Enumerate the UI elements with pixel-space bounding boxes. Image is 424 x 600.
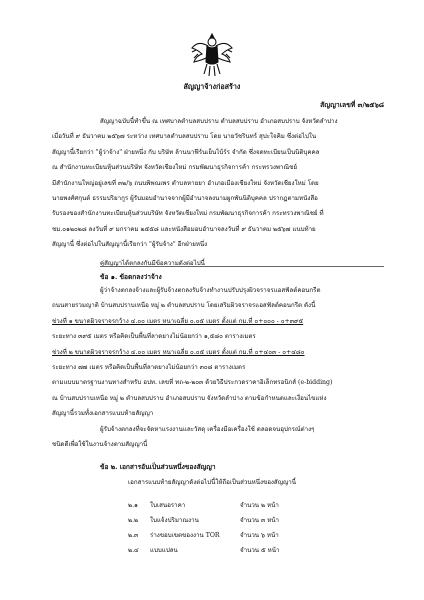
text-line: ช่วงที่ ๑ ขนาดผิวจราจรกว้าง ๔.๐๐ เมตร หนาเฉลี่ย ๐.๐๕ เมตร ตั้งแต่ กม.ที่ ๐+๐๐๐ - ๐+๓๙๕ xyxy=(52,317,304,325)
text-line: ณ บ้านสบปราบเหนือ หมู่ ๒ ตำบลสบปราบ อำเภอสบปราบ จังหวัดลำปาง ตามข้อกำหนดและเงื่อนไขแห่ง xyxy=(52,394,327,402)
attachment-pages: จำนวน ๕ หน้า xyxy=(240,547,280,554)
text-line: เมื่อวันที่ ๙ ธันวาคม ๒๕๖๗ ระหว่าง เทศบาลตำบลสบปราบ โดย นายวัชรินทร์ สุปะใจคิม ซึ่งต่อไปใน xyxy=(52,133,317,141)
text-line: ระยะทาง ๓๙๕ เมตร หรือคิดเป็นพื้นที่ลาดยางไม่น้อยกว่า ๑,๕๘๐ ตารางเมตร xyxy=(52,333,256,341)
attachment-pages: จำนวน ๓ หน้า xyxy=(240,517,279,524)
attachment-name: แบบแปลน xyxy=(150,547,178,554)
text-line: ระยะทาง ๗๗ เมตร หรือคิดเป็นพื้นที่ลาดยางไม่น้อยกว่า ๓๐๘ ตารางเมตร xyxy=(52,363,246,371)
text-line: รับรองของสำนักงานทะเบียนหุ้นส่วนบริษัท จังหวัดเชียงใหม่ กรมพัฒนาธุรกิจการค้า กระทรวงพาณิชย์ ที่ xyxy=(52,210,324,218)
text-line: ช่วงที่ ๒ ขนาดผิวจราจรกว้าง ๔.๐๐ เมตร หนาเฉลี่ย ๐.๐๕ เมตร ตั้งแต่ กม.ที่ ๐+๔๐๓ - ๐+๔๘๐ xyxy=(52,348,305,356)
attachment-name: ใบเสนอราคา xyxy=(150,502,186,509)
text-line: สัญญานี้ ซึ่งต่อไปในสัญญานี้เรียกว่า "ผู้รับจ้าง" อีกฝ่ายหนึ่ง xyxy=(52,241,208,249)
attachment-name: ใบแจ้งปริมาณงาน xyxy=(150,517,199,524)
attachment-pages: จำนวน ๖ หน้า xyxy=(240,532,279,539)
clause-1-heading: ข้อ ๑. ข้อตกลงว่าจ้าง xyxy=(100,273,162,281)
text-line: สัญญานี้รวมทั้งเอกสารแนบท้ายสัญญา xyxy=(52,410,154,418)
attachment-row xyxy=(128,530,279,540)
attachment-row xyxy=(128,545,279,555)
attachment-number: ๒.๑ xyxy=(128,502,138,509)
text-line: ชม.๐๑๒๐๒๘ ลงวันที่ ๙ มกราคม ๒๕๕๘ และหนังสือมอบอำนาจลงวันที่ ๙ ธันวาคม ๒๕๖๗ แนบท้าย xyxy=(52,225,316,233)
text-line: สัญญาฉบับนี้ทำขึ้น ณ เทศบาลตำบลสบปราบ ตำบลสบปราบ อำเภอสบปราบ จังหวัดลำปาง xyxy=(100,118,338,125)
attachment-number: ๒.๒ xyxy=(128,517,139,524)
text-line: ณ สำนักงานทะเบียนหุ้นส่วนบริษัท จังหวัดเชียงใหม่ กรมพัฒนาธุรกิจการค้า กระทรวงพาณิชย์ xyxy=(52,164,297,172)
document-title: สัญญาจ้างก่อสร้าง xyxy=(183,82,241,91)
text-line: ตามแบบมาตรฐานงานทางสำหรับ อปท. เลขที่ ทถ-๒-๒๐๓ ด้วยวิธีประกวดราคาอิเล็กทรอนิกส์ (e-bidding) xyxy=(52,379,333,387)
text-line: ชนิดดีเพื่อใช้ในงานจ้างตามสัญญานี้ xyxy=(52,440,148,448)
text-line: ถนนสายรวมญาติ บ้านสบปราบเหนือ หมู่ ๒ ตำบลสบปราบ โดยเสริมผิวจราจรแอสฟัลต์คอนกรีต ดังนี้ xyxy=(52,302,316,310)
intro-paragraph xyxy=(52,114,384,253)
attachment-pages: จำนวน ๒ หน้า xyxy=(240,502,279,509)
attachment-row xyxy=(128,515,279,525)
attachment-number: ๒.๓ xyxy=(128,532,139,539)
text-line: เอกสารแนบท้ายสัญญาดังต่อไปนี้ให้ถือเป็นส่วนหนึ่งของสัญญานี้ xyxy=(128,479,296,486)
clause-2-intro xyxy=(128,475,388,490)
text-line: สัญญานี้เรียกว่า "ผู้ว่าจ้าง" ฝ่ายหนึ่ง กับ บริษัท ล้านนาฟีร์นเย็นไบ้ร์ร จำกัด ซึ่งจดทะเบียนเป็นนิติบุคคล xyxy=(52,148,320,156)
text-line: มีสำนักงานใหญ่อยู่เลขที่ ๓๒/๖ ถนนพิพณเพร ตำบลหายยา อำเภอเมืองเชียงใหม่ จังหวัดเชียงใหม่ โดย xyxy=(52,179,319,187)
clause-2-heading: ข้อ ๒. เอกสารอันเป็นส่วนหนึ่งของสัญญา xyxy=(100,463,216,471)
text-line: นายพงศ์ศกุนต์ ธรรมปริยากูร ผู้รับมอบอำนาจจากผู้มีอำนาจลงนามผูกพันนิติบุคคล ปรากฏตามหนังสือ xyxy=(52,194,318,202)
text-line: ผู้ว่าจ้างตกลงจ้างและผู้รับจ้างตกลงรับจ้างทำงานปรับปรุงผิวจราจรแอสฟัลต์คอนกรีต xyxy=(100,287,321,294)
garuda-emblem-icon xyxy=(190,30,234,78)
attachment-row xyxy=(128,500,279,510)
text-line: คู่สัญญาได้ตกลงกันมีข้อความดังต่อไปนี้ xyxy=(100,260,205,267)
contract-number: สัญญาเลขที่ ๓/๒๕๖๘ xyxy=(320,101,384,109)
divider xyxy=(100,266,384,267)
attachment-number: ๒.๔ xyxy=(128,547,139,554)
agreement-line xyxy=(100,256,384,271)
clause-1-body xyxy=(52,283,384,452)
text-line: ผู้รับจ้างตกลงที่จะจัดหาแรงงานและวัสดุ เครื่องมือเครื่องใช้ ตลอดจนอุปกรณ์ต่างๆ xyxy=(100,425,315,433)
attachment-name: ร่างขอบเขตของงาน TOR xyxy=(150,532,220,539)
